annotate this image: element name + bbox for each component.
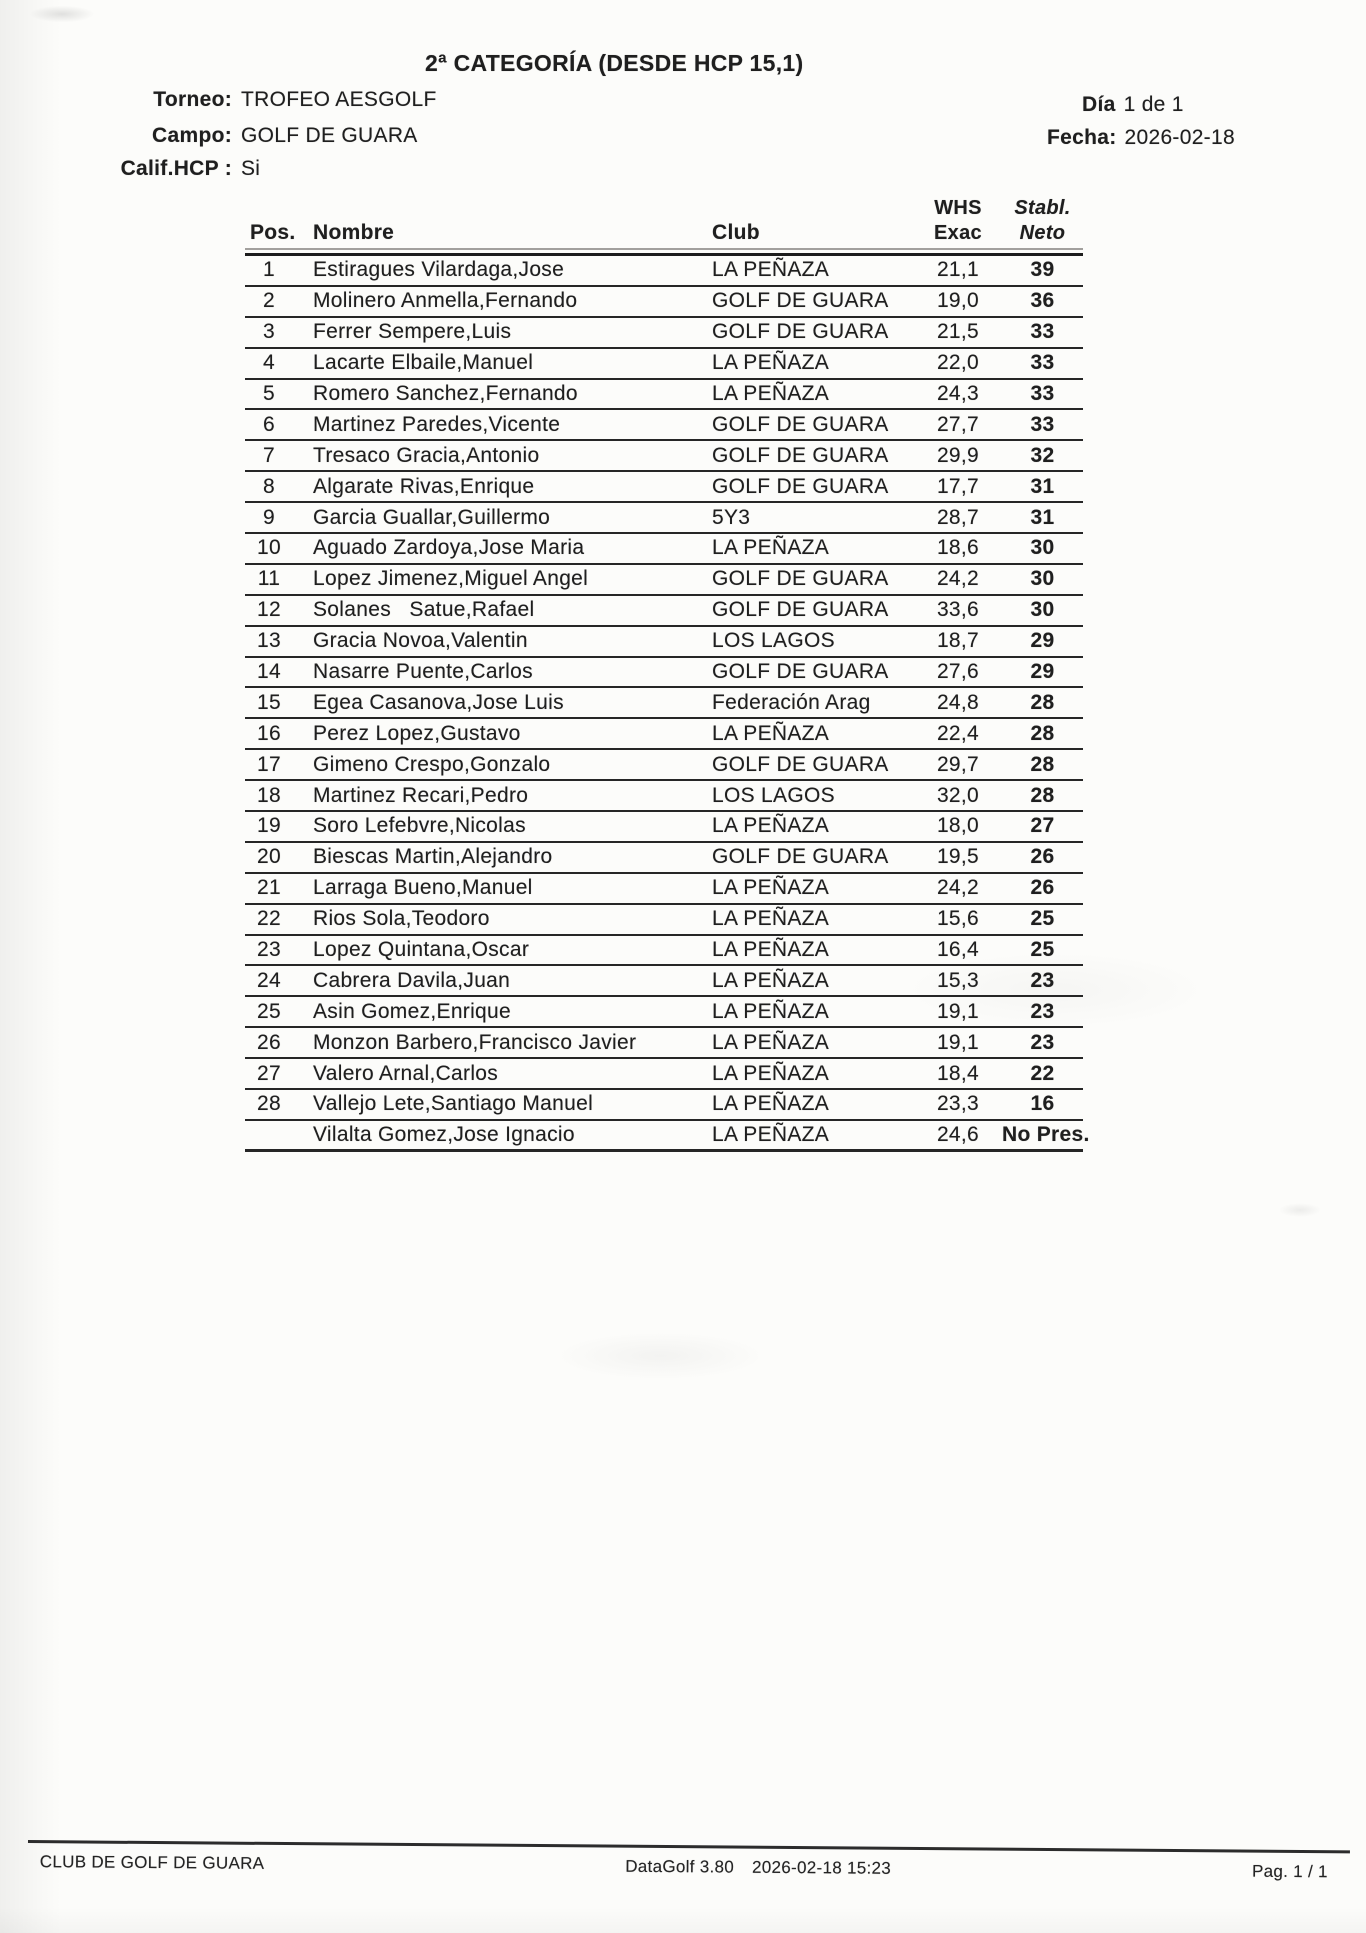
- cell-whs-exac: 29,9: [936, 443, 980, 467]
- cell-stabl-neto: 36: [1030, 289, 1055, 313]
- cell-pos: 17: [257, 752, 281, 776]
- cell-club: LA PEÑAZA: [712, 536, 830, 560]
- cell-nombre: Nasarre Puente,Carlos: [313, 660, 533, 684]
- cell-stabl-neto: 39: [1030, 258, 1055, 282]
- header-club: Club: [712, 221, 760, 244]
- cell-nombre: Tresaco Gracia,Antonio: [313, 443, 540, 467]
- cell-nombre: Estiragues Vilardaga,Jose: [313, 258, 565, 282]
- cell-whs-exac: 28,7: [936, 505, 980, 529]
- table-row: [245, 318, 1083, 349]
- cell-pos: 23: [257, 938, 281, 962]
- cell-nombre: Romero Sanchez,Fernando: [313, 382, 578, 405]
- calif-value: Si: [241, 157, 261, 180]
- cell-stabl-neto: 29: [1030, 629, 1055, 653]
- cell-club: 5Y3: [712, 505, 751, 529]
- cell-pos: 3: [263, 320, 275, 344]
- cell-whs-exac: 29,7: [936, 752, 980, 776]
- cell-whs-exac: 19,1: [936, 999, 980, 1023]
- cell-whs-exac: 19,0: [936, 289, 980, 313]
- cell-pos: 25: [257, 999, 281, 1023]
- cell-stabl-neto: 33: [1030, 351, 1055, 375]
- date-row: [1047, 126, 1235, 150]
- calif-label: Calif.HCP :: [120, 157, 232, 180]
- cell-nombre: Asin Gomez,Enrique: [313, 999, 511, 1023]
- cell-club: LA PEÑAZA: [712, 999, 830, 1023]
- cell-nombre: Martinez Paredes,Vicente: [313, 412, 561, 436]
- cell-nombre: Lopez Jimenez,Miguel Angel: [313, 567, 589, 591]
- cell-stabl-neto: 23: [1030, 999, 1055, 1023]
- cell-pos: 20: [257, 845, 281, 869]
- page-title: 2ª CATEGORÍA (DESDE HCP 15,1): [425, 50, 804, 76]
- header-divider: [245, 248, 1083, 256]
- cell-stabl-neto: 23: [1030, 968, 1055, 992]
- header-stabl-neto: [1002, 196, 1083, 245]
- cell-pos: 10: [257, 536, 281, 560]
- cell-pos: 18: [257, 783, 281, 807]
- table-row: [245, 874, 1083, 905]
- cell-stabl-neto: 25: [1030, 907, 1055, 931]
- cell-club: GOLF DE GUARA: [712, 289, 889, 313]
- cell-nombre: Aguado Zardoya,Jose Maria: [313, 536, 585, 560]
- cell-club: GOLF DE GUARA: [712, 320, 889, 344]
- cell-club: GOLF DE GUARA: [712, 752, 889, 776]
- cell-stabl-neto: 30: [1030, 536, 1055, 560]
- cell-pos: 13: [257, 629, 281, 653]
- cell-pos: 16: [257, 721, 281, 745]
- cell-whs-exac: 24,6: [936, 1122, 980, 1146]
- tournament-row: [86, 88, 437, 112]
- cell-pos: 12: [257, 598, 281, 622]
- cell-pos: 7: [263, 443, 275, 467]
- header-neto-line1: Stabl.: [1014, 197, 1071, 220]
- cell-stabl-neto: 22: [1030, 1061, 1055, 1085]
- cell-pos: 26: [257, 1030, 281, 1054]
- table-header-row: [245, 188, 1083, 248]
- table-row: [245, 997, 1083, 1028]
- table-row: [245, 1028, 1083, 1059]
- cell-pos: 11: [257, 567, 281, 591]
- cell-stabl-neto: 30: [1030, 567, 1055, 591]
- fecha-label: Fecha:: [1047, 126, 1117, 149]
- cell-whs-exac: 27,7: [936, 412, 980, 436]
- cell-whs-exac: 24,2: [936, 876, 980, 900]
- cell-pos: 6: [263, 412, 275, 436]
- table-row: [245, 287, 1083, 318]
- cell-pos: 2: [263, 289, 275, 313]
- table-row: [245, 1059, 1083, 1090]
- cell-pos: 4: [263, 351, 275, 375]
- cell-pos: 27: [257, 1061, 281, 1085]
- day-row: [1082, 93, 1184, 117]
- header-whs-exac: [914, 196, 1002, 245]
- cell-club: LA PEÑAZA: [712, 721, 830, 745]
- cell-club: LA PEÑAZA: [712, 814, 830, 838]
- table-body: [245, 256, 1090, 1152]
- cell-pos: 5: [263, 382, 275, 405]
- cell-nombre: Perez Lopez,Gustavo: [313, 721, 521, 745]
- table-row: [245, 1090, 1083, 1121]
- table-row: [245, 380, 1083, 411]
- cell-club: GOLF DE GUARA: [712, 845, 889, 869]
- footer-club-name: CLUB DE GOLF DE GUARA: [39, 1852, 265, 1873]
- cell-club: GOLF DE GUARA: [712, 660, 889, 684]
- cell-club: GOLF DE GUARA: [712, 412, 889, 436]
- cell-club: LOS LAGOS: [712, 629, 835, 653]
- dia-value: 1 de 1: [1123, 93, 1184, 116]
- cell-pos: 21: [257, 876, 281, 900]
- cell-whs-exac: 22,0: [936, 351, 980, 375]
- results-table: [245, 188, 1090, 1152]
- cell-whs-exac: 18,7: [936, 629, 980, 653]
- table-row: [245, 627, 1083, 658]
- hcp-qualifying-row: [86, 157, 260, 181]
- cell-club: LA PEÑAZA: [712, 876, 830, 900]
- cell-whs-exac: 15,3: [936, 968, 980, 992]
- table-row: [245, 905, 1083, 936]
- table-row: [245, 472, 1083, 503]
- table-row: [245, 565, 1083, 596]
- cell-stabl-neto: 33: [1030, 320, 1055, 344]
- cell-nombre: Garcia Guallar,Guillermo: [313, 505, 551, 529]
- table-row: [245, 843, 1083, 874]
- cell-nombre: Larraga Bueno,Manuel: [313, 876, 533, 900]
- cell-whs-exac: 15,6: [936, 907, 980, 931]
- cell-club: LA PEÑAZA: [712, 258, 830, 282]
- cell-nombre: Algarate Rivas,Enrique: [313, 474, 535, 498]
- cell-whs-exac: 17,7: [936, 474, 980, 498]
- table-row: [245, 1121, 1090, 1152]
- table-row: [245, 750, 1083, 781]
- footer-generator: [625, 1857, 891, 1879]
- cell-stabl-neto: 26: [1030, 845, 1055, 869]
- cell-nombre: Valero Arnal,Carlos: [313, 1061, 499, 1085]
- cell-whs-exac: 24,2: [936, 567, 980, 591]
- cell-whs-exac: 16,4: [936, 938, 980, 962]
- cell-stabl-neto: 16: [1030, 1092, 1055, 1116]
- cell-club: Federación Arag: [712, 690, 871, 714]
- footer-page-number: Pag. 1 / 1: [1251, 1861, 1328, 1882]
- cell-pos: 1: [263, 258, 275, 282]
- cell-pos: 14: [257, 660, 281, 684]
- cell-nombre: Lacarte Elbaile,Manuel: [313, 351, 534, 375]
- cell-whs-exac: 21,5: [936, 320, 980, 344]
- cell-pos: 8: [263, 474, 275, 498]
- cell-whs-exac: 18,0: [936, 814, 980, 838]
- cell-club: GOLF DE GUARA: [712, 567, 889, 591]
- header-nombre: Nombre: [313, 221, 395, 244]
- cell-club: LA PEÑAZA: [712, 351, 830, 375]
- cell-whs-exac: 23,3: [936, 1092, 980, 1116]
- table-row: [245, 596, 1083, 627]
- cell-pos: 15: [257, 690, 281, 714]
- cell-nombre: Martinez Recari,Pedro: [313, 783, 529, 807]
- page-footer: [0, 1840, 1366, 1883]
- table-row: [245, 441, 1083, 472]
- cell-club: LA PEÑAZA: [712, 1122, 830, 1146]
- fecha-value: 2026-02-18: [1124, 126, 1235, 149]
- cell-whs-exac: 33,6: [936, 598, 980, 622]
- dia-label: Día: [1082, 93, 1116, 116]
- cell-stabl-neto: 32: [1030, 443, 1055, 467]
- cell-club: LA PEÑAZA: [712, 1030, 830, 1054]
- campo-label: Campo:: [152, 124, 232, 147]
- table-row: [245, 534, 1083, 565]
- cell-whs-exac: 27,6: [936, 660, 980, 684]
- cell-stabl-neto: 29: [1030, 660, 1055, 684]
- cell-nombre: Monzon Barbero,Francisco Javier: [313, 1030, 637, 1054]
- cell-whs-exac: 24,8: [936, 690, 980, 714]
- cell-pos: 9: [263, 505, 275, 529]
- cell-nombre: Soro Lefebvre,Nicolas: [313, 814, 526, 838]
- table-row: [245, 688, 1083, 719]
- cell-stabl-neto: 30: [1030, 598, 1055, 622]
- cell-nombre: Vallejo Lete,Santiago Manuel: [313, 1092, 594, 1116]
- table-row: [245, 256, 1083, 287]
- cell-nombre: Rios Sola,Teodoro: [313, 907, 490, 931]
- footer-datetime: 2026-02-18 15:23: [751, 1857, 892, 1878]
- header-pos: Pos.: [250, 221, 296, 244]
- table-row: [245, 349, 1083, 380]
- table-row: [245, 410, 1083, 441]
- cell-club: LA PEÑAZA: [712, 382, 830, 405]
- cell-club: GOLF DE GUARA: [712, 598, 889, 622]
- cell-club: LOS LAGOS: [712, 783, 835, 807]
- cell-whs-exac: 21,1: [936, 258, 980, 282]
- cell-pos: 28: [257, 1092, 281, 1116]
- cell-club: GOLF DE GUARA: [712, 443, 889, 467]
- table-row: [245, 781, 1083, 812]
- cell-stabl-neto: 33: [1030, 412, 1055, 436]
- cell-club: LA PEÑAZA: [712, 938, 830, 962]
- cell-whs-exac: 24,3: [936, 382, 980, 405]
- cell-stabl-neto: No Pres.: [1002, 1122, 1090, 1146]
- cell-stabl-neto: 28: [1030, 690, 1055, 714]
- cell-club: LA PEÑAZA: [712, 1061, 830, 1085]
- cell-stabl-neto: 28: [1030, 783, 1055, 807]
- cell-stabl-neto: 31: [1030, 505, 1055, 529]
- cell-club: LA PEÑAZA: [712, 1092, 830, 1116]
- cell-nombre: Solanes Satue,Rafael: [313, 598, 535, 622]
- footer-app-version: DataGolf 3.80: [625, 1856, 735, 1877]
- cell-stabl-neto: 23: [1030, 1030, 1055, 1054]
- campo-value: GOLF DE GUARA: [241, 124, 418, 147]
- cell-nombre: Gimeno Crespo,Gonzalo: [313, 752, 551, 776]
- cell-nombre: Ferrer Sempere,Luis: [313, 320, 512, 344]
- cell-pos: 22: [257, 907, 281, 931]
- cell-nombre: Gracia Novoa,Valentin: [313, 629, 528, 653]
- cell-pos: 24: [257, 968, 281, 992]
- cell-stabl-neto: 31: [1030, 474, 1055, 498]
- cell-whs-exac: 18,6: [936, 536, 980, 560]
- cell-stabl-neto: 25: [1030, 938, 1055, 962]
- cell-club: LA PEÑAZA: [712, 968, 830, 992]
- cell-club: GOLF DE GUARA: [712, 474, 889, 498]
- cell-pos: 19: [257, 814, 281, 838]
- header-whs-line1: WHS: [934, 197, 982, 220]
- table-row: [245, 658, 1083, 689]
- table-row: [245, 812, 1083, 843]
- cell-stabl-neto: 27: [1030, 814, 1055, 838]
- cell-club: LA PEÑAZA: [712, 907, 830, 931]
- cell-nombre: Biescas Martin,Alejandro: [313, 845, 553, 869]
- table-row: [245, 719, 1083, 750]
- cell-whs-exac: 19,5: [936, 845, 980, 869]
- cell-stabl-neto: 28: [1030, 721, 1055, 745]
- header-whs-line2: Exac: [934, 221, 982, 244]
- cell-nombre: Molinero Anmella,Fernando: [313, 289, 578, 313]
- torneo-value: TROFEO AESGOLF: [241, 88, 437, 111]
- cell-whs-exac: 18,4: [936, 1061, 980, 1085]
- header-neto-line2: Neto: [1019, 221, 1066, 244]
- course-row: [86, 124, 418, 148]
- cell-stabl-neto: 28: [1030, 752, 1055, 776]
- cell-whs-exac: 19,1: [936, 1030, 980, 1054]
- cell-nombre: Lopez Quintana,Oscar: [313, 938, 530, 962]
- cell-nombre: Egea Casanova,Jose Luis: [313, 690, 564, 714]
- table-row: [245, 503, 1083, 534]
- table-row: [245, 936, 1083, 967]
- table-row: [245, 966, 1083, 997]
- cell-whs-exac: 22,4: [936, 721, 980, 745]
- cell-nombre: Vilalta Gomez,Jose Ignacio: [313, 1122, 575, 1146]
- torneo-label: Torneo:: [153, 88, 232, 111]
- cell-stabl-neto: 33: [1030, 382, 1055, 405]
- cell-nombre: Cabrera Davila,Juan: [313, 968, 511, 992]
- cell-whs-exac: 32,0: [936, 783, 980, 807]
- cell-stabl-neto: 26: [1030, 876, 1055, 900]
